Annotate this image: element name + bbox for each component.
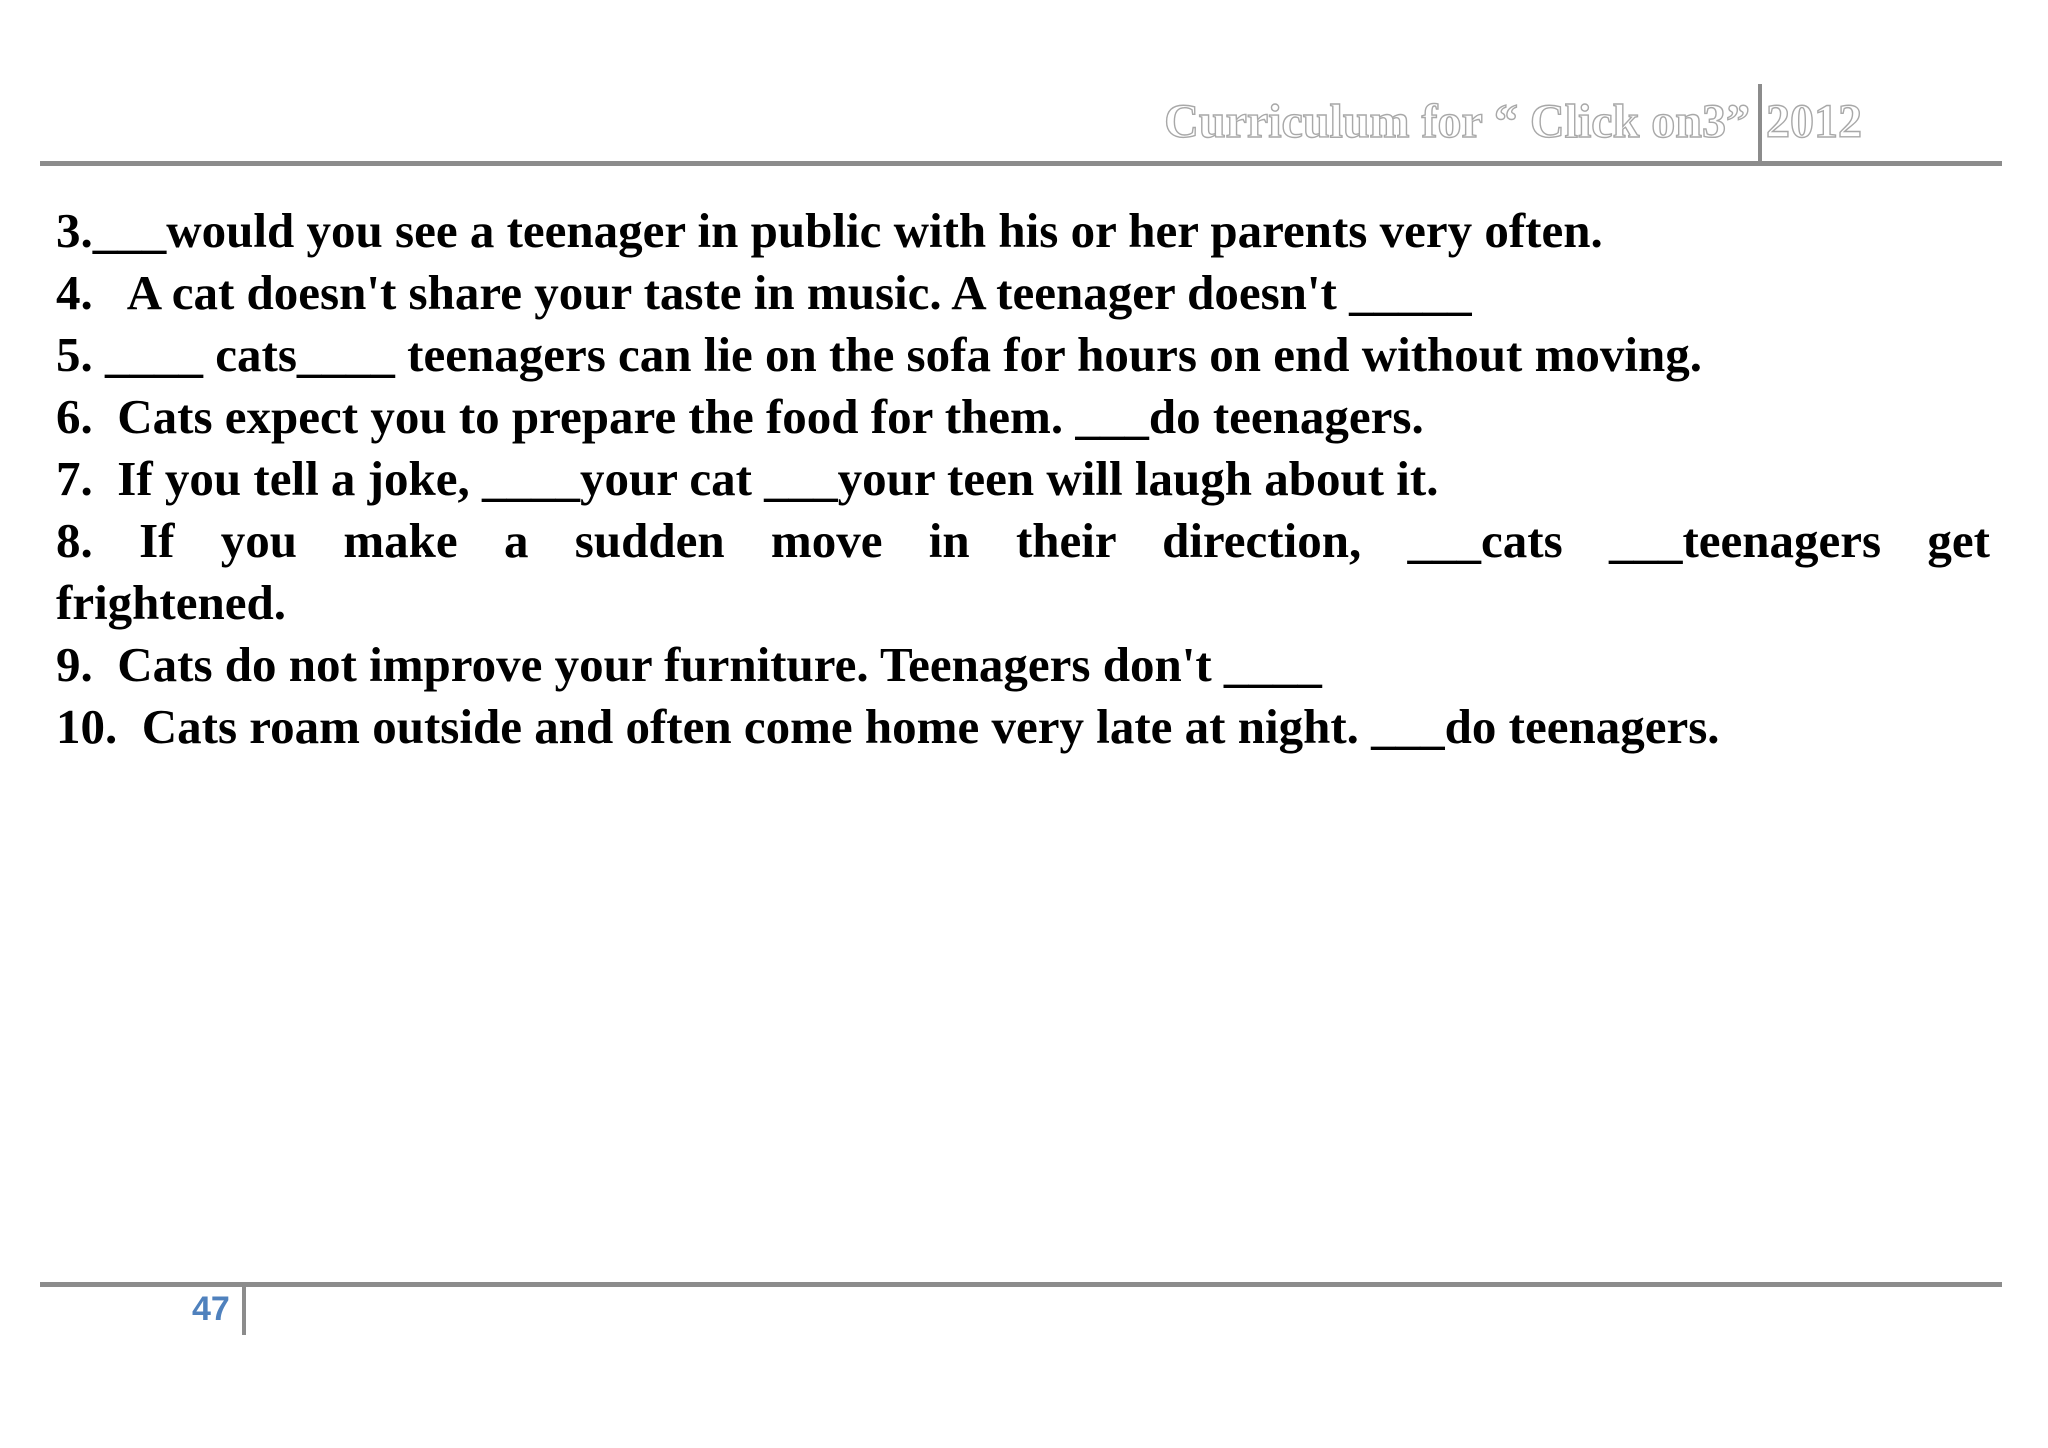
header-year: 2012 xyxy=(1766,95,1862,148)
page-number-separator xyxy=(242,1287,246,1335)
exercise-item-8-continuation: frightened. xyxy=(56,575,286,630)
header-separator xyxy=(1758,84,1762,162)
exercise-item-6: 6. Cats expect you to prepare the food for them. ___do teenagers. xyxy=(56,389,1424,444)
exercise-content xyxy=(56,200,1990,758)
exercise-item-4: 4. A cat doesn't share your taste in music. A teenager doesn't _____ xyxy=(56,265,1472,320)
exercise-item-3: 3.___would you see a teenager in public with his or her parents very often. xyxy=(56,203,1603,258)
page-header xyxy=(40,70,2002,166)
exercise-item-10: 10. Cats roam outside and often come home very late at night. ___do teenagers. xyxy=(56,699,1720,754)
page-number: 47 xyxy=(192,1290,230,1328)
exercise-item-5: 5. ____ cats____ teenagers can lie on the sofa for hours on end without moving. xyxy=(56,327,1703,382)
header-title: Curriculum for “ Click on3” xyxy=(1164,95,1750,148)
exercise-item-9: 9. Cats do not improve your furniture. Teenagers don't ____ xyxy=(56,637,1322,692)
exercise-item-7: 7. If you tell a joke, ____your cat ___your teen will laugh about it. xyxy=(56,451,1439,506)
footer-rule xyxy=(40,1282,2002,1287)
header-rule xyxy=(40,161,2002,166)
exercise-item-8: 8. If you make a sudden move in their direction, ___cats ___teenagers get xyxy=(56,513,1990,568)
